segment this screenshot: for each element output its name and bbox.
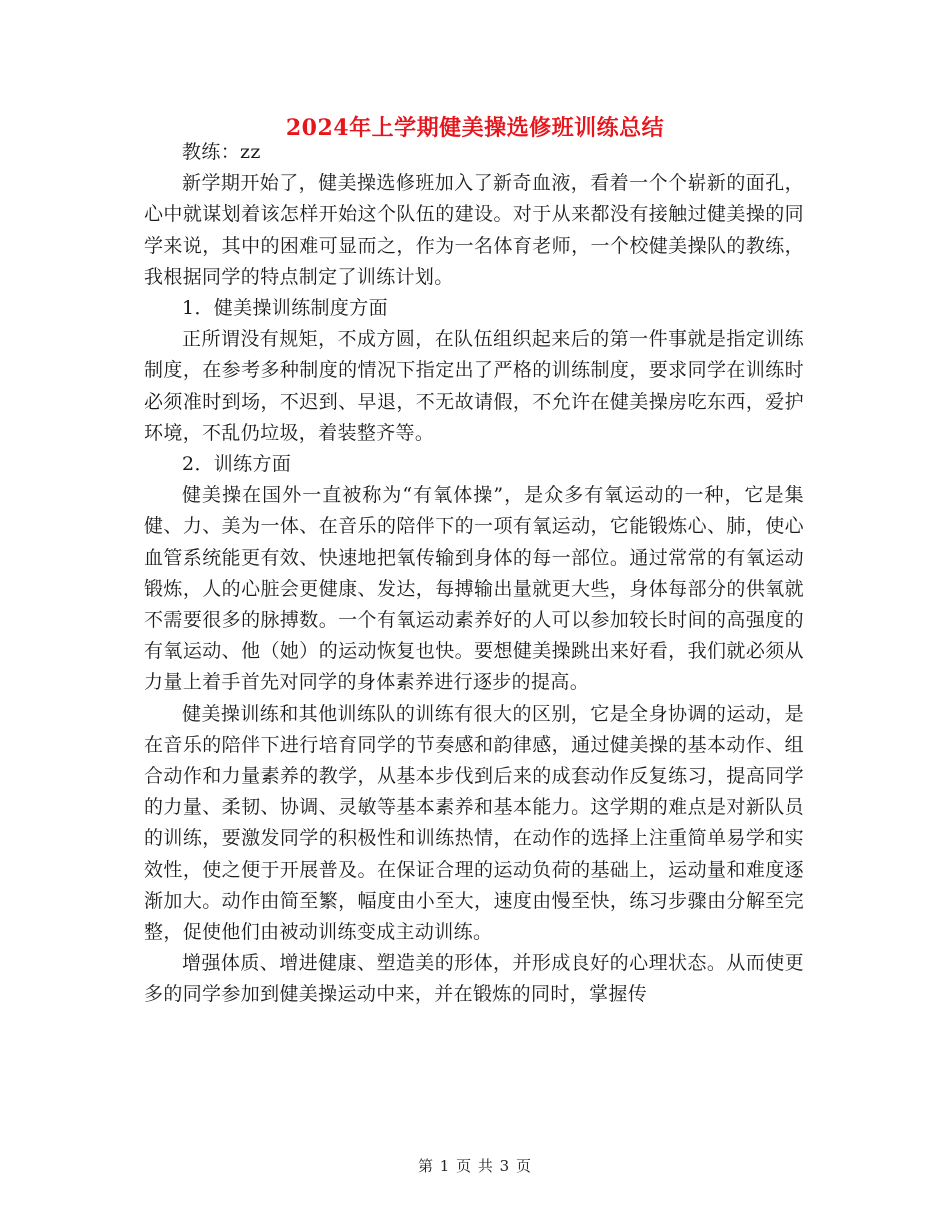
document-title: 2024年上学期健美操选修班训练总结 [285,115,665,141]
paragraph: 健美操训练和其他训练队的训练有很大的区别，它是全身协调的运动，是在音乐的陪伴下进行培育同学的节奏感和韵律感，通过健美操的基本动作、组合动作和力量素养的教学，从基本步伐到后来的成套动作反复练习，提高同学的力量、柔韧、协调、灵敏等基本素养和基本能力。这学期的难点是对新队员的训练，要激发同学的积极性和训练热情，在动作的选择上注重简单易学和实效性，使之便于开展普及。在保证合理的运动负荷的基础上，运动量和难度逐渐加大。动作由简至繁，幅度由小至大，速度由慢至快，练习步骤由分解至完整，促使他们由被动训练变成主动训练。 [144,702,804,944]
page-footer: 第 1 页 共 3 页 [418,1157,532,1175]
section-heading: 1．健美操训练制度方面 [182,297,388,320]
document-body [144,137,804,1011]
paragraph: 正所谓没有规矩，不成方圆，在队伍组织起来后的第一件事就是指定训练制度，在参考多种制度的情况下指定出了严格的训练制度，要求同学在训练时必须准时到场，不迟到、早退，不无故请假，不允许在健美操房吃东西，爱护环境，不乱仍垃圾，着装整齐等。 [144,328,804,444]
coach-line: 教练：zz [182,141,261,163]
paragraph: 增强体质、增进健康、塑造美的形体，并形成良好的心理状态。从而使更多的同学参加到健美操运动中来，并在锻炼的同时，掌握传 [144,952,804,1006]
paragraph: 新学期开始了，健美操选修班加入了新奇血液，看着一个个崭新的面孔，心中就谋划着该怎样开始这个队伍的建设。对于从来都没有接触过健美操的同学来说，其中的困难可显而之，作为一名体育老师，一个校健美操队的教练，我根据同学的特点制定了训练计划。 [144,172,804,288]
section-heading: 2．训练方面 [182,453,292,476]
paragraph: 健美操在国外一直被称为“有氧体操”，是众多有氧运动的一种，它是集健、力、美为一体、在音乐的陪伴下的一项有氧运动，它能锻炼心、肺，使心血管系统能更有效、快速地把氧传输到身体的每一部位。通过常常的有氧运动锻炼，人的心脏会更健康、发达，每搏输出量就更大些，身体每部分的供氧就不需要很多的脉搏数。一个有氧运动素养好的人可以参加较长时间的高强度的有氧运动、他（她）的运动恢复也快。要想健美操跳出来好看，我们就必须从力量上着手首先对同学的身体素养进行逐步的提高。 [144,484,804,694]
